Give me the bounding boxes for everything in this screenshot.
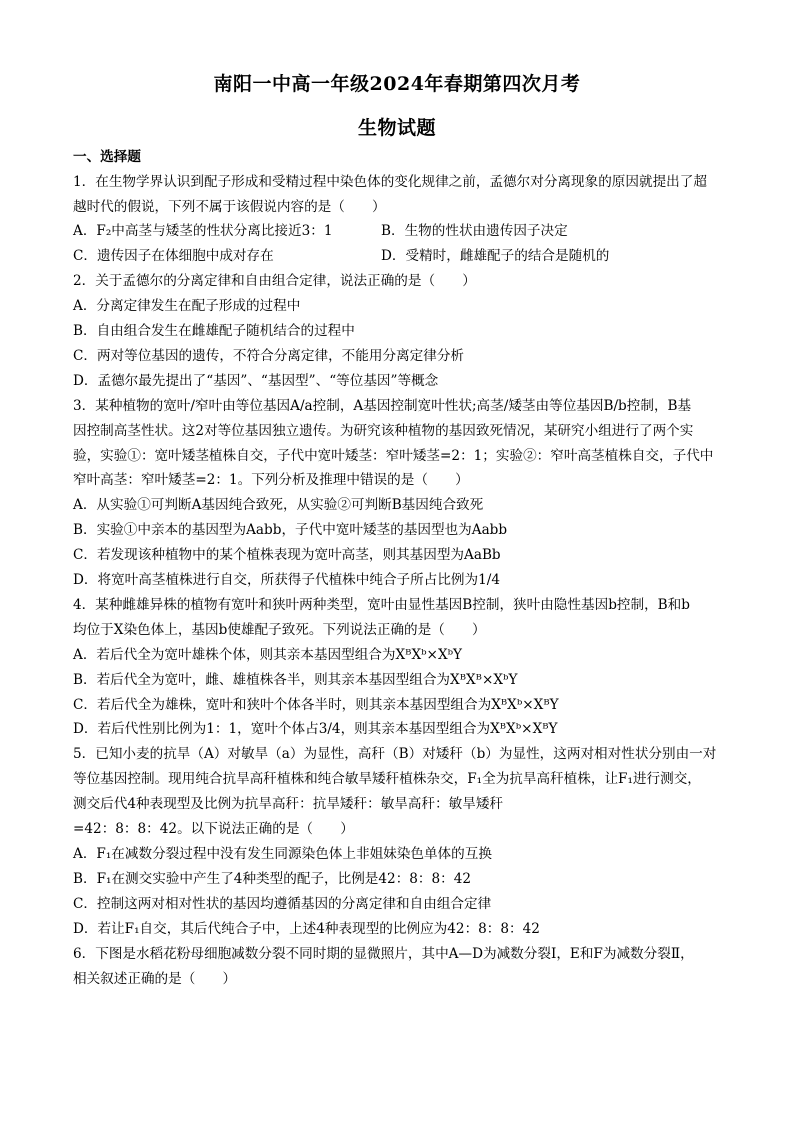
- q3-stem-line-2: 因控制高茎性状。这2对等位基因独立遗传。为研究该种植物的基因致死情况，某研究小组进行了两个实: [73, 423, 694, 439]
- q5-option-d: D．若让F₁自交，其后代纯合子中，上述4种表现型的比例应为42：8：8：42: [73, 921, 540, 937]
- q3-stem-line-4: 窄叶高茎：窄叶矮茎=2：1。下列分析及推理中错误的是（ ）: [73, 472, 469, 488]
- q4-option-a: A．若后代全为宽叶雄株个体，则其亲本基因型组合为XᴮXᵇ×XᵇY: [73, 647, 463, 663]
- q2-option-c: C．两对等位基因的遗传，不符合分离定律，不能用分离定律分析: [73, 348, 465, 364]
- q5-stem-line-4: =42：8：8：42。以下说法正确的是（ ）: [73, 821, 354, 837]
- q4-option-c: C．若后代全为雄株，宽叶和狭叶个体各半时，则其亲本基因型组合为XᴮXᵇ×XᴮY: [73, 697, 559, 713]
- q1-option-b: B．生物的性状由遗传因子决定: [381, 223, 568, 239]
- q2-stem: 2．关于孟德尔的分离定律和自由组合定律，说法正确的是（ ）: [73, 273, 476, 289]
- exam-title: 南阳一中高一年级2024年春期第四次月考: [213, 73, 581, 95]
- q1-option-a: A．F₂中高茎与矮茎的性状分离比接近3：1: [73, 223, 333, 239]
- q1-stem-line-2: 越时代的假说，下列不属于该假说内容的是（ ）: [73, 199, 386, 215]
- q2-option-a: A．分离定律发生在配子形成的过程中: [73, 298, 301, 314]
- q5-stem-line-2: 等位基因控制。现用纯合抗旱高秆植株和纯合敏旱矮秆植株杂交，F₁全为抗旱高秆植株，让F₁进行测交，: [73, 771, 701, 787]
- q5-option-b: B．F₁在测交实验中产生了4种类型的配子，比例是42：8：8：42: [73, 871, 472, 887]
- q3-option-d: D．将宽叶高茎植株进行自交，所获得子代植株中纯合子所占比例为1/4: [73, 572, 500, 588]
- q1-option-d: D．受精时，雌雄配子的结合是随机的: [381, 248, 610, 264]
- q4-stem-line-2: 均位于X染色体上，基因b使雄配子致死。下列说法正确的是（ ）: [73, 622, 486, 638]
- q1-stem-line-1: 1．在生物学界认识到配子形成和受精过程中染色体的变化规律之前，孟德尔对分离现象的原因就提出了超: [73, 174, 707, 190]
- q5-stem-line-3: 测交后代4种表现型及比例为抗旱高秆：抗旱矮秆：敏旱高秆：敏旱矮秆: [73, 796, 504, 812]
- q3-option-a: A．从实验①可判断A基因纯合致死，从实验②可判断B基因纯合致死: [73, 497, 484, 513]
- q5-stem-line-1: 5．已知小麦的抗旱（A）对敏旱（a）为显性，高秆（B）对矮秆（b）为显性，这两对相对性状分别由一对: [73, 746, 717, 762]
- q4-stem-line-1: 4．某种雌雄异株的植物有宽叶和狭叶两种类型，宽叶由显性基因B控制，狭叶由隐性基因b控制，B和b: [73, 597, 690, 613]
- q6-stem-line-1: 6．下图是水稻花粉母细胞减数分裂不同时期的显微照片，其中A—D为减数分裂Ⅰ，E和F为减数分裂Ⅱ，: [73, 946, 694, 962]
- q4-option-d: D．若后代性别比例为1：1，宽叶个体占3/4，则其亲本基因型组合为XᴮXᵇ×XᴮY: [73, 721, 558, 737]
- q5-option-c: C．控制这两对相对性状的基因均遵循基因的分离定律和自由组合定律: [73, 896, 492, 912]
- section-heading: 一、选择题: [73, 149, 141, 165]
- q6-stem-line-2: 相关叙述正确的是（ ）: [73, 971, 237, 987]
- q4-option-b: B．若后代全为宽叶，雌、雄植株各半，则其亲本基因型组合为XᴮXᴮ×XᵇY: [73, 672, 518, 688]
- q1-option-c: C．遗传因子在体细胞中成对存在: [73, 248, 274, 264]
- q5-option-a: A．F₁在减数分裂过程中没有发生同源染色体上非姐妹染色单体的互换: [73, 846, 492, 862]
- q3-stem-line-3: 验，实验①：宽叶矮茎植株自交，子代中宽叶矮茎：窄叶矮茎=2：1；实验②：窄叶高茎植株自交，子代中: [73, 448, 714, 464]
- q3-option-c: C．若发现该种植物中的某个植株表现为宽叶高茎，则其基因型为AaBb: [73, 547, 501, 563]
- q3-stem-line-1: 3．某种植物的宽叶/窄叶由等位基因A/a控制，A基因控制宽叶性状;高茎/矮茎由等位基因B/b控制，B基: [73, 398, 692, 414]
- q3-option-b: B．实验①中亲本的基因型为Aabb，子代中宽叶矮茎的基因型也为Aabb: [73, 522, 508, 538]
- q2-option-b: B．自由组合发生在雌雄配子随机结合的过程中: [73, 323, 355, 339]
- q2-option-d: D．孟德尔最先提出了“基因”、“基因型”、“等位基因”等概念: [73, 373, 439, 389]
- exam-subtitle: 生物试题: [357, 117, 436, 139]
